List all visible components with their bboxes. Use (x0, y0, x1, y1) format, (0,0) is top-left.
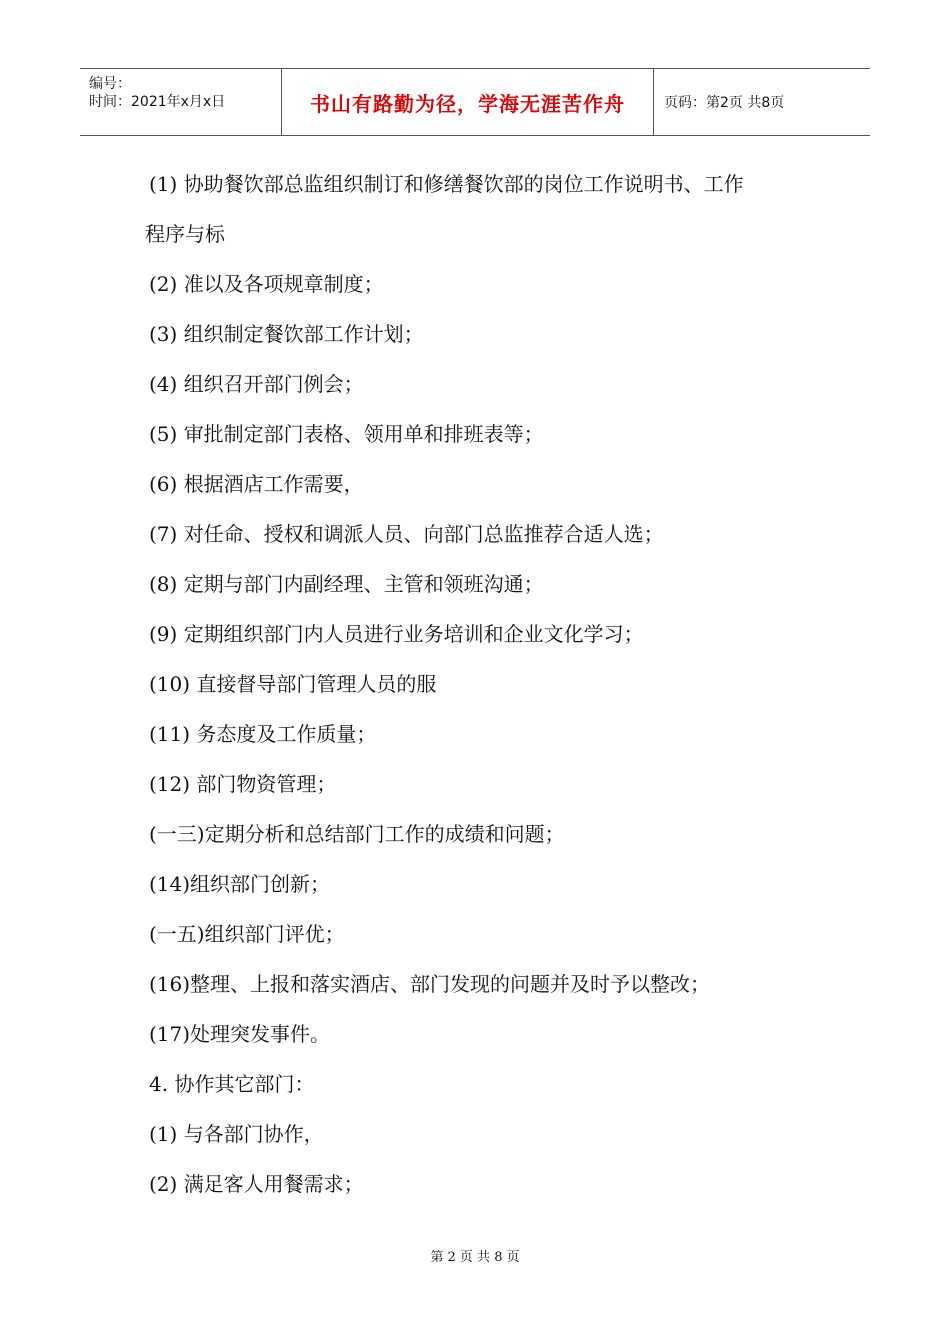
body-line: (9) 定期组织部门内人员进行业务培训和企业文化学习； (149, 622, 644, 646)
header-motto: 书山有路勤为径，学海无涯苦作舟 (310, 91, 625, 116)
body-line: (7) 对任命、授权和调派人员、向部门总监推荐合适人选； (149, 522, 664, 546)
document-number-label: 编号： (89, 76, 131, 92)
body-line: (17)处理突发事件。 (149, 1022, 331, 1046)
body-line: (11) 务态度及工作质量； (149, 722, 377, 746)
body-line: (1) 协助餐饮部总监组织制订和修缮餐饮部的岗位工作说明书、工作 (149, 172, 744, 196)
body-line: (4) 组织召开部门例会； (149, 372, 364, 396)
body-line: (6) 根据酒店工作需要， (149, 472, 364, 496)
body-line: (3) 组织制定餐饮部工作计划； (149, 322, 424, 346)
document-time-label: 时间：2021年x月x日 (89, 94, 226, 110)
header-page-info: 页码：第2页 共8页 (664, 95, 785, 111)
body-line: (8) 定期与部门内副经理、主管和领班沟通； (149, 572, 544, 596)
body-line: (一五)组织部门评优； (149, 922, 345, 946)
body-line: (2) 准以及各项规章制度； (149, 272, 384, 296)
body-line: (2) 满足客人用餐需求； (149, 1172, 364, 1196)
body-line: (1) 与各部门协作， (149, 1122, 324, 1146)
body-line: (14)组织部门创新； (149, 872, 331, 896)
body-line: (一三)定期分析和总结部门工作的成绩和问题； (149, 822, 565, 846)
page-footer: 第 2 页 共 8 页 (430, 1250, 520, 1265)
body-line: 程序与标 (145, 222, 225, 246)
body-line: (16)整理、上报和落实酒店、部门发现的问题并及时予以整改； (149, 972, 711, 996)
body-line: (10) 直接督导部门管理人员的服 (149, 672, 437, 696)
section-heading: 4. 协作其它部门： (149, 1072, 315, 1096)
body-line: (5) 审批制定部门表格、领用单和排班表等； (149, 422, 544, 446)
body-line: (12) 部门物资管理； (149, 772, 337, 796)
